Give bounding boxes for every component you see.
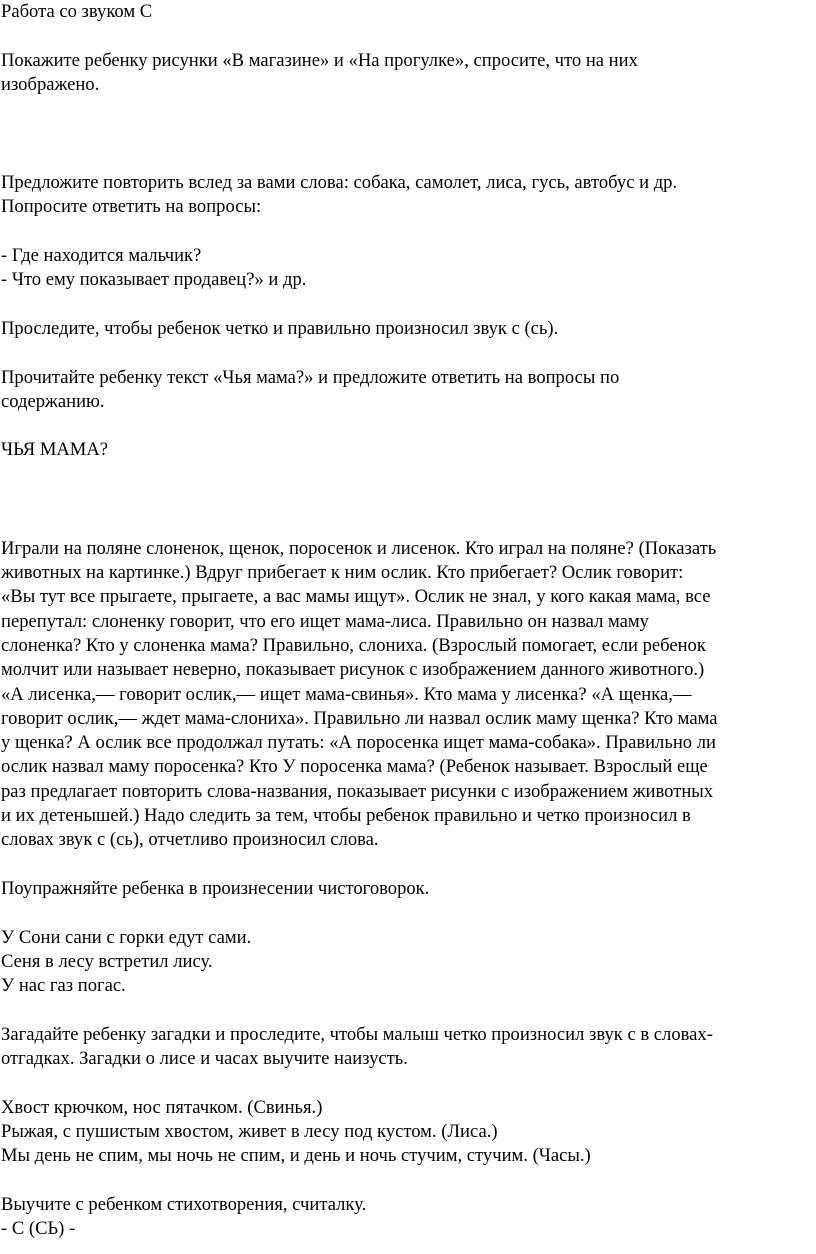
story-line: молчит или называет неверно, показывает рисунок с изображением данного животного.) <box>1 659 705 681</box>
spacer <box>1 463 813 537</box>
read-text-line: содержанию. <box>1 390 105 412</box>
story-line: у щенка? А ослик все продолжал путать: «А поросенка ищет мама-собака». Правильно ли <box>1 732 716 754</box>
story-line: ослик назвал маму поросенка? Кто У поросенка мама? (Ребенок называет. Взрослый еще <box>1 756 708 778</box>
spacer <box>1 414 813 438</box>
story-title: ЧЬЯ МАМА? <box>1 439 108 461</box>
riddles-intro-paragraph <box>1 1023 813 1072</box>
story-paragraph <box>1 537 813 853</box>
repeat-instruction-line: Предложите повторить вслед за вами слова: собака, самолет, лиса, гусь, автобус и др. <box>1 172 678 194</box>
track-sound-paragraph: Проследите, чтобы ребенок четко и правильно произносил звук с (сь). <box>1 317 559 339</box>
spacer <box>1 1071 813 1095</box>
intro-line: Покажите ребенку рисунки «В магазине» и «На прогулке», спросите, что на них <box>1 49 638 71</box>
intro-paragraph <box>1 49 813 98</box>
document-title: Работа со звуком С <box>1 1 153 22</box>
story-line: раз предлагает повторить слова-названия, показывает рисунки с изображением животных <box>1 780 714 802</box>
tongue-twister-item: У нас газ погас. <box>1 975 126 997</box>
spacer <box>1 97 813 171</box>
spacer <box>1 220 813 244</box>
read-text-line: Прочитайте ребенку текст «Чья мама?» и предложите ответить на вопросы по <box>1 366 620 388</box>
tongue-twister-item: Сеня в лесу встретил лису. <box>1 950 213 972</box>
tongue-twisters-list <box>1 926 813 999</box>
spacer <box>1 24 813 48</box>
story-line: перепутал: слоненку говорит, что его ищет мама-лиса. Правильно он назвал маму <box>1 610 649 632</box>
tongue-twisters-intro: Поупражняйте ребенка в произнесении чистоговорок. <box>1 877 430 899</box>
riddle-item: Хвост крючком, нос пятачком. (Свинья.) <box>1 1096 323 1118</box>
tongue-twister-item: У Сони сани с горки едут сами. <box>1 926 252 948</box>
spacer <box>1 293 813 317</box>
story-line: слоненка? Кто у слоненка мама? Правильно, слониха. (Взрослый помогает, если ребенок <box>1 634 706 656</box>
questions-list <box>1 244 813 293</box>
riddles-intro-line: отгадках. Загадки о лисе и часах выучите наизусть. <box>1 1047 408 1069</box>
repeat-instruction-line: Попросите ответить на вопросы: <box>1 196 262 218</box>
riddle-item: Рыжая, с пушистым хвостом, живет в лесу под кустом. (Лиса.) <box>1 1120 498 1142</box>
poems-intro: Выучите с ребенком стихотворения, считалку. <box>1 1193 367 1215</box>
spacer <box>1 998 813 1022</box>
riddles-intro-line: Загадайте ребенку загадки и проследите, чтобы малыш четко произносил звук с в словах- <box>1 1023 713 1045</box>
story-line: Играли на поляне слоненок, щенок, поросенок и лисенок. Кто играл на поляне? (Показать <box>1 537 717 559</box>
intro-line: изображено. <box>1 73 100 95</box>
read-text-paragraph <box>1 366 813 415</box>
spacer <box>1 901 813 925</box>
story-line: «А лисенка,— говорит ослик,— ищет мама-свинья». Кто мама у лисенка? «А щенка,— <box>1 683 692 705</box>
story-line: и их детенышей.) Надо следить за тем, чтобы ребенок правильно и четко произносил в <box>1 805 691 827</box>
repeat-instructions-paragraph <box>1 171 813 220</box>
riddles-list <box>1 1096 813 1169</box>
story-line: «Вы тут все прыгаете, прыгаете, а вас мамы ищут». Ослик не знал, у кого какая мама, все <box>1 586 711 608</box>
story-line: словах звук с (сь), отчетливо произносил слова. <box>1 829 379 851</box>
final-line: - С (СЬ) - <box>1 1218 76 1240</box>
spacer <box>1 853 813 877</box>
riddle-item: Мы день не спим, мы ночь не спим, и день и ночь стучим, стучим. (Часы.) <box>1 1145 591 1167</box>
question-item: - Что ему показывает продавец?» и др. <box>1 269 307 291</box>
question-item: - Где находится мальчик? <box>1 245 202 267</box>
spacer <box>1 341 813 365</box>
story-line: животных на картинке.) Вдруг прибегает к ним ослик. Кто прибегает? Ослик говорит: <box>1 562 684 584</box>
story-line: говорит ослик,— ждет мама-слониха». Правильно ли назвал ослик маму щенка? Кто мама <box>1 707 718 729</box>
spacer <box>1 1168 813 1192</box>
